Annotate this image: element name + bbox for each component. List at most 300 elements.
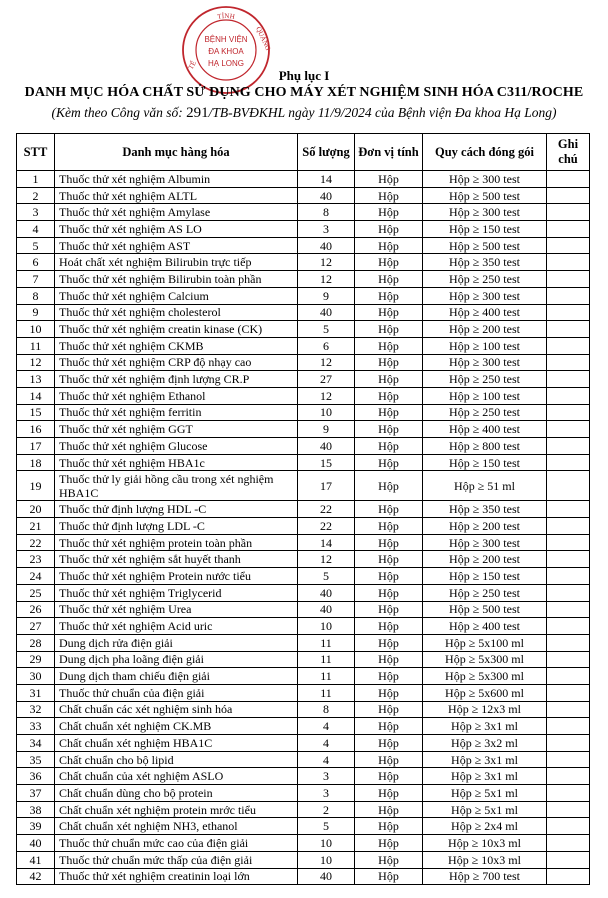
cell-stt: 33 bbox=[17, 718, 55, 735]
cell-packaging: Hộp ≥ 12x3 ml bbox=[423, 701, 547, 718]
cell-quantity: 12 bbox=[298, 354, 355, 371]
cell-unit: Hộp bbox=[355, 868, 423, 885]
table-row bbox=[17, 438, 590, 455]
cell-unit: Hộp bbox=[355, 551, 423, 568]
cell-note bbox=[547, 287, 590, 304]
cell-quantity: 10 bbox=[298, 618, 355, 635]
cell-quantity: 9 bbox=[298, 287, 355, 304]
cell-quantity: 27 bbox=[298, 371, 355, 388]
cell-item-name: Chất chuẩn dùng cho bộ protein bbox=[55, 785, 298, 802]
table-row bbox=[17, 835, 590, 852]
cell-quantity: 12 bbox=[298, 271, 355, 288]
cell-note bbox=[547, 651, 590, 668]
cell-packaging: Hộp ≥ 2x4 ml bbox=[423, 818, 547, 835]
cell-note bbox=[547, 851, 590, 868]
cell-stt: 6 bbox=[17, 254, 55, 271]
cell-note bbox=[547, 684, 590, 701]
cell-quantity: 3 bbox=[298, 221, 355, 238]
cell-note bbox=[547, 221, 590, 238]
cell-quantity: 22 bbox=[298, 518, 355, 535]
cell-item-name: Chất chuẩn xét nghiệm CK.MB bbox=[55, 718, 298, 735]
table-row bbox=[17, 534, 590, 551]
table-row bbox=[17, 584, 590, 601]
table-row bbox=[17, 568, 590, 585]
cell-note bbox=[547, 337, 590, 354]
cell-item-name: Thuốc thử xét nghiệm ALTL bbox=[55, 187, 298, 204]
table-row bbox=[17, 221, 590, 238]
table-row bbox=[17, 651, 590, 668]
cell-quantity: 2 bbox=[298, 801, 355, 818]
cell-item-name: Hoát chất xét nghiệm Bilirubin trực tiếp bbox=[55, 254, 298, 271]
cell-quantity: 4 bbox=[298, 751, 355, 768]
cell-unit: Hộp bbox=[355, 421, 423, 438]
cell-unit: Hộp bbox=[355, 271, 423, 288]
cell-item-name: Thuốc thử xét nghiệm Albumin bbox=[55, 171, 298, 188]
cell-note bbox=[547, 785, 590, 802]
table-row bbox=[17, 254, 590, 271]
cell-note bbox=[547, 518, 590, 535]
cell-packaging: Hộp ≥ 400 test bbox=[423, 421, 547, 438]
cell-quantity: 5 bbox=[298, 321, 355, 338]
cell-packaging: Hộp ≥ 150 test bbox=[423, 221, 547, 238]
cell-item-name: Thuốc thử xét nghiệm HBA1c bbox=[55, 454, 298, 471]
cell-packaging: Hộp ≥ 350 test bbox=[423, 501, 547, 518]
cell-item-name: Thuốc thử xét nghiệm CKMB bbox=[55, 337, 298, 354]
cell-item-name: Thuốc thử xét nghiệm Triglycerid bbox=[55, 584, 298, 601]
table-row bbox=[17, 735, 590, 752]
table-row bbox=[17, 551, 590, 568]
cell-packaging: Hộp ≥ 5x100 ml bbox=[423, 634, 547, 651]
table-row bbox=[17, 701, 590, 718]
cell-quantity: 11 bbox=[298, 668, 355, 685]
cell-note bbox=[547, 454, 590, 471]
cell-unit: Hộp bbox=[355, 701, 423, 718]
cell-quantity: 12 bbox=[298, 254, 355, 271]
cell-unit: Hộp bbox=[355, 818, 423, 835]
cell-unit: Hộp bbox=[355, 801, 423, 818]
col-header-packaging: Quy cách đóng gói bbox=[423, 134, 547, 171]
cell-note bbox=[547, 501, 590, 518]
table-row bbox=[17, 371, 590, 388]
cell-packaging: Hộp ≥ 200 test bbox=[423, 551, 547, 568]
table-row bbox=[17, 801, 590, 818]
table-row bbox=[17, 421, 590, 438]
cell-unit: Hộp bbox=[355, 254, 423, 271]
cell-unit: Hộp bbox=[355, 601, 423, 618]
cell-quantity: 40 bbox=[298, 601, 355, 618]
table-row bbox=[17, 718, 590, 735]
cell-stt: 17 bbox=[17, 438, 55, 455]
cell-packaging: Hộp ≥ 400 test bbox=[423, 618, 547, 635]
cell-quantity: 4 bbox=[298, 718, 355, 735]
cell-stt: 32 bbox=[17, 701, 55, 718]
cell-note bbox=[547, 304, 590, 321]
cell-packaging: Hộp ≥ 51 ml bbox=[423, 471, 547, 501]
cell-item-name: Dung dịch rửa điện giải bbox=[55, 634, 298, 651]
cell-packaging: Hộp ≥ 250 test bbox=[423, 584, 547, 601]
cell-note bbox=[547, 371, 590, 388]
cell-quantity: 5 bbox=[298, 568, 355, 585]
cell-note bbox=[547, 584, 590, 601]
cell-packaging: Hộp ≥ 3x1 ml bbox=[423, 768, 547, 785]
cell-item-name: Thuốc thử xét nghiệm GGT bbox=[55, 421, 298, 438]
cell-stt: 38 bbox=[17, 801, 55, 818]
cell-packaging: Hộp ≥ 300 test bbox=[423, 354, 547, 371]
stamp-line1: BỆNH VIỆN bbox=[204, 35, 248, 44]
cell-stt: 16 bbox=[17, 421, 55, 438]
cell-stt: 24 bbox=[17, 568, 55, 585]
cell-note bbox=[547, 701, 590, 718]
table-row bbox=[17, 387, 590, 404]
cell-packaging: Hộp ≥ 5x600 ml bbox=[423, 684, 547, 701]
cell-unit: Hộp bbox=[355, 171, 423, 188]
cell-quantity: 9 bbox=[298, 421, 355, 438]
table-row bbox=[17, 204, 590, 221]
cell-item-name: Thuốc thử định lượng LDL -C bbox=[55, 518, 298, 535]
cell-stt: 42 bbox=[17, 868, 55, 885]
cell-note bbox=[547, 438, 590, 455]
cell-stt: 19 bbox=[17, 471, 55, 501]
cell-item-name: Thuốc thử xét nghiệm Glucose bbox=[55, 438, 298, 455]
cell-item-name: Thuốc thử xét nghiệm AS LO bbox=[55, 221, 298, 238]
cell-unit: Hộp bbox=[355, 221, 423, 238]
cell-unit: Hộp bbox=[355, 568, 423, 585]
cell-unit: Hộp bbox=[355, 204, 423, 221]
appendix-label: Phụ lục I bbox=[278, 68, 330, 83]
stamp-line2: ĐA KHOA bbox=[208, 47, 244, 56]
document-subtitle bbox=[0, 105, 608, 122]
cell-stt: 25 bbox=[17, 584, 55, 601]
table-row bbox=[17, 404, 590, 421]
cell-stt: 18 bbox=[17, 454, 55, 471]
cell-stt: 23 bbox=[17, 551, 55, 568]
cell-stt: 26 bbox=[17, 601, 55, 618]
cell-quantity: 40 bbox=[298, 584, 355, 601]
cell-quantity: 3 bbox=[298, 785, 355, 802]
cell-note bbox=[547, 601, 590, 618]
cell-quantity: 40 bbox=[298, 304, 355, 321]
cell-note bbox=[547, 387, 590, 404]
table-row bbox=[17, 751, 590, 768]
cell-item-name: Dung dịch tham chiếu điện giải bbox=[55, 668, 298, 685]
cell-stt: 1 bbox=[17, 171, 55, 188]
cell-unit: Hộp bbox=[355, 321, 423, 338]
cell-stt: 40 bbox=[17, 835, 55, 852]
cell-packaging: Hộp ≥ 3x1 ml bbox=[423, 751, 547, 768]
cell-note bbox=[547, 237, 590, 254]
table-row bbox=[17, 471, 590, 501]
table-row bbox=[17, 851, 590, 868]
cell-stt: 4 bbox=[17, 221, 55, 238]
cell-stt: 36 bbox=[17, 768, 55, 785]
cell-packaging: Hộp ≥ 10x3 ml bbox=[423, 851, 547, 868]
cell-stt: 11 bbox=[17, 337, 55, 354]
cell-quantity: 11 bbox=[298, 634, 355, 651]
table-row bbox=[17, 271, 590, 288]
cell-item-name: Thuốc thử xét nghiệm Protein nước tiểu bbox=[55, 568, 298, 585]
cell-packaging: Hộp ≥ 200 test bbox=[423, 518, 547, 535]
col-header-unit: Đơn vị tính bbox=[355, 134, 423, 171]
cell-item-name: Thuốc thử xét nghiệm định lượng CR.P bbox=[55, 371, 298, 388]
table-row bbox=[17, 868, 590, 885]
cell-item-name: Thuốc thử định lượng HDL -C bbox=[55, 501, 298, 518]
table-row bbox=[17, 237, 590, 254]
cell-item-name: Chất chuẩn các xét nghiệm sinh hóa bbox=[55, 701, 298, 718]
table-row bbox=[17, 354, 590, 371]
table-body bbox=[17, 171, 590, 885]
cell-note bbox=[547, 551, 590, 568]
cell-stt: 34 bbox=[17, 735, 55, 752]
cell-packaging: Hộp ≥ 3x1 ml bbox=[423, 718, 547, 735]
table-row bbox=[17, 668, 590, 685]
cell-note bbox=[547, 735, 590, 752]
cell-packaging: Hộp ≥ 200 test bbox=[423, 321, 547, 338]
cell-item-name: Chất chuẩn xét nghiệm protein mrớc tiểu bbox=[55, 801, 298, 818]
cell-item-name: Thuốc thử xét nghiệm Urea bbox=[55, 601, 298, 618]
cell-note bbox=[547, 254, 590, 271]
cell-stt: 41 bbox=[17, 851, 55, 868]
cell-quantity: 10 bbox=[298, 851, 355, 868]
cell-unit: Hộp bbox=[355, 785, 423, 802]
cell-item-name: Thuốc thử chuẩn mức cao của điện giải bbox=[55, 835, 298, 852]
cell-item-name: Thuốc thử xét nghiệm Acid uric bbox=[55, 618, 298, 635]
cell-unit: Hộp bbox=[355, 768, 423, 785]
cell-note bbox=[547, 271, 590, 288]
cell-packaging: Hộp ≥ 150 test bbox=[423, 568, 547, 585]
stamp-line3: HẠ LONG bbox=[207, 59, 245, 68]
cell-quantity: 40 bbox=[298, 868, 355, 885]
cell-unit: Hộp bbox=[355, 337, 423, 354]
cell-stt: 8 bbox=[17, 287, 55, 304]
cell-unit: Hộp bbox=[355, 354, 423, 371]
cell-item-name: Thuốc thử xét nghiệm Amylase bbox=[55, 204, 298, 221]
col-header-quantity: Số lượng bbox=[298, 134, 355, 171]
cell-note bbox=[547, 204, 590, 221]
cell-unit: Hộp bbox=[355, 187, 423, 204]
cell-unit: Hộp bbox=[355, 684, 423, 701]
cell-packaging: Hộp ≥ 300 test bbox=[423, 287, 547, 304]
cell-note bbox=[547, 868, 590, 885]
cell-unit: Hộp bbox=[355, 668, 423, 685]
col-header-note: Ghi chú bbox=[547, 134, 590, 171]
cell-stt: 27 bbox=[17, 618, 55, 635]
cell-stt: 28 bbox=[17, 634, 55, 651]
cell-stt: 15 bbox=[17, 404, 55, 421]
cell-unit: Hộp bbox=[355, 735, 423, 752]
document-title: DANH MỤC HÓA CHẤT SỬ DỤNG CHO MÁY XÉT NGHIỆM SINH HÓA C311/ROCHE bbox=[24, 85, 584, 100]
cell-note bbox=[547, 354, 590, 371]
cell-packaging: Hộp ≥ 300 test bbox=[423, 534, 547, 551]
cell-unit: Hộp bbox=[355, 651, 423, 668]
cell-item-name: Thuốc thử xét nghiệm CRP độ nhạy cao bbox=[55, 354, 298, 371]
subtitle-suffix: /TB-BVĐKHL ngày 11/9/2024 của Bệnh viện Đa khoa Hạ Long) bbox=[208, 105, 557, 120]
cell-item-name: Chất chuẩn của xét nghiệm ASLO bbox=[55, 768, 298, 785]
cell-note bbox=[547, 568, 590, 585]
cell-note bbox=[547, 618, 590, 635]
cell-quantity: 14 bbox=[298, 171, 355, 188]
table-row bbox=[17, 768, 590, 785]
cell-unit: Hộp bbox=[355, 404, 423, 421]
cell-stt: 13 bbox=[17, 371, 55, 388]
cell-stt: 21 bbox=[17, 518, 55, 535]
table-row bbox=[17, 337, 590, 354]
cell-unit: Hộp bbox=[355, 237, 423, 254]
cell-quantity: 15 bbox=[298, 454, 355, 471]
cell-unit: Hộp bbox=[355, 287, 423, 304]
cell-item-name: Thuốc thử xét nghiệm Ethanol bbox=[55, 387, 298, 404]
cell-note bbox=[547, 801, 590, 818]
table-row bbox=[17, 518, 590, 535]
cell-item-name: Thuốc thử xét nghiệm ferritin bbox=[55, 404, 298, 421]
cell-note bbox=[547, 768, 590, 785]
cell-packaging: Hộp ≥ 350 test bbox=[423, 254, 547, 271]
cell-unit: Hộp bbox=[355, 471, 423, 501]
cell-packaging: Hộp ≥ 100 test bbox=[423, 387, 547, 404]
table-row bbox=[17, 785, 590, 802]
cell-item-name: Thuốc thử xét nghiệm Bilirubin toàn phần bbox=[55, 271, 298, 288]
cell-item-name: Thuốc thử xét nghiệm protein toàn phần bbox=[55, 534, 298, 551]
cell-item-name: Thuốc thử ly giải hồng cầu trong xét nghiệm HBA1C bbox=[55, 471, 298, 501]
cell-stt: 37 bbox=[17, 785, 55, 802]
cell-note bbox=[547, 751, 590, 768]
cell-quantity: 8 bbox=[298, 701, 355, 718]
stamp-left-text: TẾ bbox=[186, 59, 199, 71]
cell-packaging: Hộp ≥ 700 test bbox=[423, 868, 547, 885]
cell-quantity: 5 bbox=[298, 818, 355, 835]
cell-quantity: 12 bbox=[298, 551, 355, 568]
table-row bbox=[17, 454, 590, 471]
cell-stt: 5 bbox=[17, 237, 55, 254]
cell-item-name: Thuốc thử xét nghiệm Calcium bbox=[55, 287, 298, 304]
cell-quantity: 40 bbox=[298, 187, 355, 204]
cell-quantity: 11 bbox=[298, 651, 355, 668]
cell-item-name: Thuốc thử xét nghiệm creatin kinase (CK) bbox=[55, 321, 298, 338]
cell-packaging: Hộp ≥ 800 test bbox=[423, 438, 547, 455]
table-header-row bbox=[17, 134, 590, 171]
cell-quantity: 6 bbox=[298, 337, 355, 354]
stamp-top-text: TỈNH bbox=[216, 11, 236, 21]
cell-quantity: 17 bbox=[298, 471, 355, 501]
cell-stt: 9 bbox=[17, 304, 55, 321]
cell-quantity: 8 bbox=[298, 204, 355, 221]
cell-stt: 20 bbox=[17, 501, 55, 518]
cell-packaging: Hộp ≥ 400 test bbox=[423, 304, 547, 321]
cell-packaging: Hộp ≥ 3x2 ml bbox=[423, 735, 547, 752]
cell-unit: Hộp bbox=[355, 751, 423, 768]
cell-stt: 2 bbox=[17, 187, 55, 204]
cell-stt: 30 bbox=[17, 668, 55, 685]
cell-item-name: Thuốc thử chuẩn của điện giải bbox=[55, 684, 298, 701]
cell-note bbox=[547, 718, 590, 735]
cell-packaging: Hộp ≥ 5x1 ml bbox=[423, 801, 547, 818]
cell-quantity: 10 bbox=[298, 835, 355, 852]
table-row bbox=[17, 601, 590, 618]
cell-stt: 22 bbox=[17, 534, 55, 551]
table-row bbox=[17, 684, 590, 701]
table-row bbox=[17, 287, 590, 304]
cell-note bbox=[547, 835, 590, 852]
cell-unit: Hộp bbox=[355, 584, 423, 601]
cell-note bbox=[547, 668, 590, 685]
cell-item-name: Chất chuẩn xét nghiệm NH3, ethanol bbox=[55, 818, 298, 835]
cell-item-name: Thuốc thử chuẩn mức thấp của điện giải bbox=[55, 851, 298, 868]
cell-packaging: Hộp ≥ 500 test bbox=[423, 187, 547, 204]
cell-quantity: 11 bbox=[298, 684, 355, 701]
cell-note bbox=[547, 534, 590, 551]
cell-note bbox=[547, 471, 590, 501]
cell-item-name: Thuốc thử xét nghiệm cholesterol bbox=[55, 304, 298, 321]
table-row bbox=[17, 634, 590, 651]
dispatch-number: 291 bbox=[186, 105, 209, 121]
cell-unit: Hộp bbox=[355, 518, 423, 535]
cell-packaging: Hộp ≥ 5x1 ml bbox=[423, 785, 547, 802]
col-header-item: Danh mục hàng hóa bbox=[55, 134, 298, 171]
table-row bbox=[17, 187, 590, 204]
cell-unit: Hộp bbox=[355, 534, 423, 551]
table-row bbox=[17, 618, 590, 635]
cell-unit: Hộp bbox=[355, 501, 423, 518]
cell-unit: Hộp bbox=[355, 618, 423, 635]
stamp-right-text: QUẢNG bbox=[254, 25, 272, 52]
cell-unit: Hộp bbox=[355, 835, 423, 852]
cell-unit: Hộp bbox=[355, 371, 423, 388]
cell-packaging: Hộp ≥ 250 test bbox=[423, 271, 547, 288]
cell-stt: 7 bbox=[17, 271, 55, 288]
cell-stt: 31 bbox=[17, 684, 55, 701]
cell-item-name: Chất chuẩn xét nghiệm HBA1C bbox=[55, 735, 298, 752]
cell-unit: Hộp bbox=[355, 634, 423, 651]
cell-stt: 12 bbox=[17, 354, 55, 371]
col-header-stt: STT bbox=[17, 134, 55, 171]
cell-quantity: 3 bbox=[298, 768, 355, 785]
cell-packaging: Hộp ≥ 100 test bbox=[423, 337, 547, 354]
cell-unit: Hộp bbox=[355, 438, 423, 455]
cell-packaging: Hộp ≥ 150 test bbox=[423, 454, 547, 471]
table-row bbox=[17, 321, 590, 338]
table-row bbox=[17, 171, 590, 188]
cell-note bbox=[547, 818, 590, 835]
cell-packaging: Hộp ≥ 250 test bbox=[423, 404, 547, 421]
cell-stt: 3 bbox=[17, 204, 55, 221]
cell-stt: 14 bbox=[17, 387, 55, 404]
cell-unit: Hộp bbox=[355, 851, 423, 868]
cell-packaging: Hộp ≥ 5x300 ml bbox=[423, 651, 547, 668]
cell-packaging: Hộp ≥ 500 test bbox=[423, 601, 547, 618]
cell-item-name: Thuốc thử xét nghiệm AST bbox=[55, 237, 298, 254]
cell-unit: Hộp bbox=[355, 718, 423, 735]
cell-quantity: 10 bbox=[298, 404, 355, 421]
cell-quantity: 4 bbox=[298, 735, 355, 752]
cell-quantity: 22 bbox=[298, 501, 355, 518]
cell-quantity: 14 bbox=[298, 534, 355, 551]
subtitle-prefix: (Kèm theo Công văn số: bbox=[51, 105, 187, 120]
cell-note bbox=[547, 171, 590, 188]
cell-item-name: Chất chuẩn cho bộ lipid bbox=[55, 751, 298, 768]
table-row bbox=[17, 501, 590, 518]
cell-stt: 35 bbox=[17, 751, 55, 768]
cell-packaging: Hộp ≥ 300 test bbox=[423, 171, 547, 188]
cell-item-name: Thuốc thử xét nghiệm creatinin loại lớn bbox=[55, 868, 298, 885]
cell-packaging: Hộp ≥ 5x300 ml bbox=[423, 668, 547, 685]
table-row bbox=[17, 304, 590, 321]
cell-unit: Hộp bbox=[355, 387, 423, 404]
svg-text:TỈNH bbox=[217, 12, 236, 21]
cell-packaging: Hộp ≥ 300 test bbox=[423, 204, 547, 221]
cell-note bbox=[547, 634, 590, 651]
cell-quantity: 40 bbox=[298, 438, 355, 455]
cell-note bbox=[547, 321, 590, 338]
table-row bbox=[17, 818, 590, 835]
